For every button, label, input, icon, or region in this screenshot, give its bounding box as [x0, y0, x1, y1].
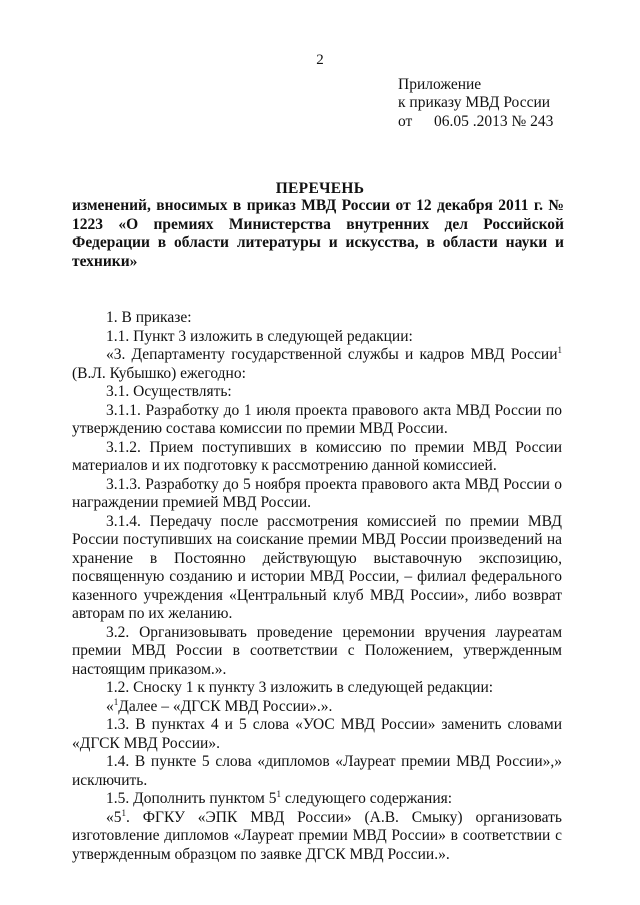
appendix-from-label: от: [398, 113, 413, 130]
item-5-1-text: . ФГКУ «ЭПК МВД России» (А.В. Смыку) организовать изготовление дипломов «Лауреат премии МВД России» в соответствии с утвержденным образцом по заявке ДГСК МВД России.».: [72, 808, 562, 863]
appendix-order-ref: к приказу МВД России: [398, 94, 551, 111]
page-number: 2: [316, 52, 324, 68]
footnote-marker: 1: [113, 696, 119, 707]
document-body: [72, 309, 562, 864]
item-3-1-1: 3.1.1. Разработку до 1 июля проекта правового акта МВД России по утверждению состава комиссии по премии МВД России.: [72, 401, 562, 437]
footnote-open-quote: «: [106, 697, 114, 715]
item-1-4: 1.4. В пункте 5 слова «дипломов «Лауреат премии МВД России»,» исключить.: [72, 753, 562, 789]
item-1-2: 1.2. Сноску 1 к пункту 3 изложить в следующей редакции:: [106, 679, 494, 696]
footnote-marker: 1: [121, 807, 126, 818]
appendix-title: Приложение: [398, 76, 482, 93]
item-3-intro: [72, 346, 562, 365]
item-3-intro-cont: (В.Л. Кубышко) ежегодно:: [72, 364, 246, 382]
footnote-body: Далее – «ДГСК МВД России».».: [118, 697, 333, 715]
item-1-1: 1.1. Пункт 3 изложить в следующей редакции:: [106, 327, 413, 345]
item-3-1-2: 3.1.2. Прием поступивших в комиссию по премии МВД России материалов и их подготовку к рассмотрению данной комиссией.: [72, 438, 562, 474]
item-3-2: 3.2. Организовывать проведение церемонии вручения лауреатам премии МВД России в соответствии с Положением, утвержденным настоящим приказом.».: [72, 623, 562, 678]
item-1-5-text-cont: следующего содержания:: [280, 790, 453, 807]
item-1-3: 1.3. В пунктах 4 и 5 слова «УОС МВД России» заменить словами «ДГСК МВД России».: [72, 716, 562, 752]
item-1-5-text: 1.5. Дополнить пунктом 5: [106, 790, 277, 807]
footnote-marker: 1: [276, 788, 281, 799]
appendix-date-number: 06.05 .2013 № 243: [434, 113, 554, 130]
item-3-1-3: 3.1.3. Разработку до 5 ноября проекта правового акта МВД России о награждении премией МВД России.: [72, 475, 562, 511]
item-1-5: [72, 790, 562, 809]
item-3-intro-text: «3. Департаменту государственной службы и кадров МВД России: [106, 346, 558, 363]
item-3-1-4: 3.1.4. Передачу после рассмотрения комиссией по премии МВД России поступивших на соискание премии МВД России произведений на хранение в Постоянно действующую выставочную экспозицию, посвященную созданию и истории МВД России, – филиал федерального казенного учреждения «Центральный клуб МВД России», либо возврат авторам по их желанию.: [72, 512, 562, 622]
item-5-1: [72, 809, 562, 865]
footnote-marker: 1: [557, 344, 562, 355]
item-1: 1. В приказе:: [106, 309, 192, 326]
document-subject: изменений, вносимых в приказ МВД России от 12 декабря 2011 г. № 1223 «О премиях Министерства внутренних дел Российской Федерации в области литературы и искусства, в области науки и техники»: [72, 197, 564, 270]
footnote-text: [72, 698, 562, 717]
item-3-1: 3.1. Осуществлять:: [106, 383, 232, 400]
document-title: ПЕРЕЧЕНЬ: [275, 180, 365, 197]
item-5-1-num: «5: [106, 808, 122, 826]
